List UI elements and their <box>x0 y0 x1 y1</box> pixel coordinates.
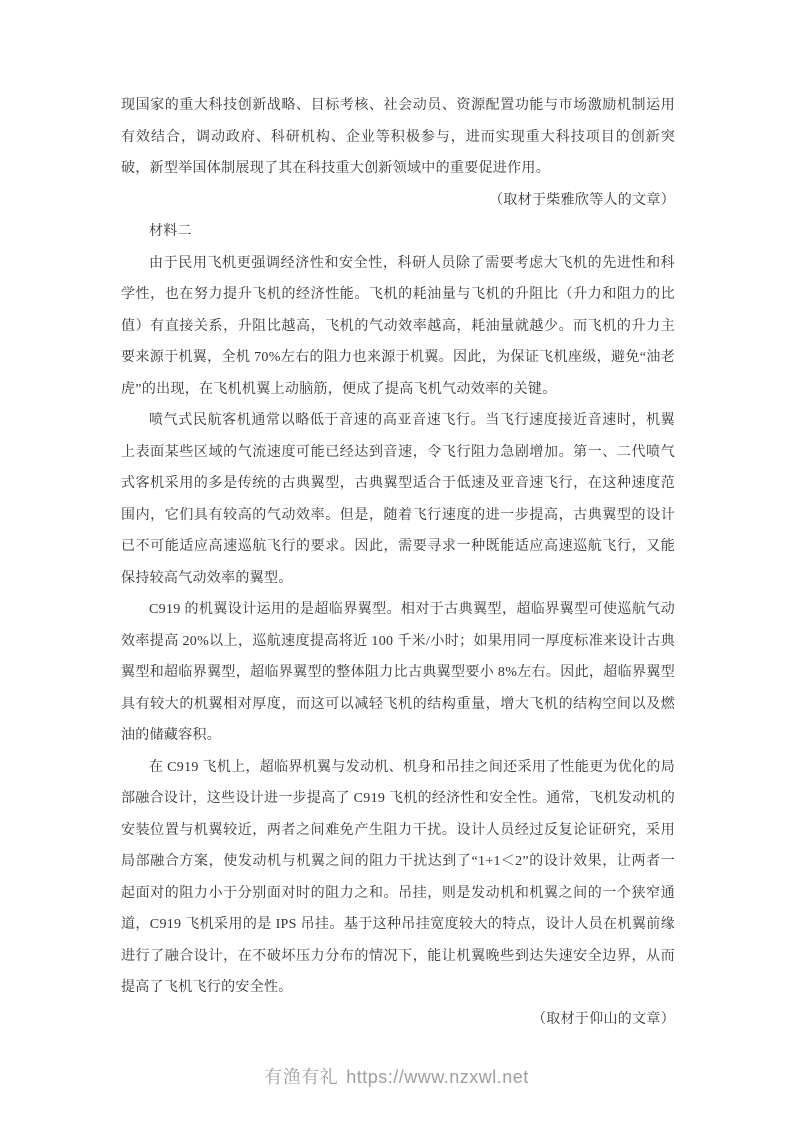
material-two-attribution: （取材于仰山的文章） <box>532 1011 675 1027</box>
watermark-footer <box>0 1063 793 1089</box>
material-two-paragraph-2: 喷气式民航客机通常以略低于音速的高亚音速飞行。当飞行速度接近音速时，机翼上表面某些区域的气流速度可能已经达到音速，令飞行阻力急剧增加。第一、二代喷气式客机采用的多是传统的古典翼型，古典翼型适合于低速及亚音速飞行，在这种速度范围内，它们具有较高的气动效率。但是，随着飞行速度的进一步提高，古典翼型的设计已不可能适应高速巡航飞行的要求。因此，需要寻求一种既能适应高速巡航飞行，又能保持较高气动效率的翼型。 <box>121 413 675 586</box>
material-one-continuation-paragraph: 现国家的重大科技创新战略、目标考核、社会动员、资源配置功能与市场激励机制运用有效结合，调动政府、科研机构、企业等积极参与，进而实现重大科技项目的创新突破，新型举国体制展现了其在科技重大创新领域中的重要促进作用。 <box>121 98 675 176</box>
material-two-paragraph-1: 由于民用飞机更强调经济性和安全性，科研人员除了需要考虑大飞机的先进性和科学性，也在努力提升飞机的经济性能。飞机的耗油量与飞机的升阻比（升力和阻力的比值）有直接关系，升阻比越高，飞机的气动效率越高，耗油量就越少。而飞机的升力主要来源于机翼，全机 70%左右的阻力也来源于机翼。因此，为保证飞机座级，避免“油老虎”的出现，在飞机机翼上动脑筋，便成了提高飞机气动效率的关键。 <box>121 255 675 397</box>
material-two-paragraph-4: 在 C919 飞机上，超临界机翼与发动机、机身和吊挂之间还采用了性能更为优化的局部融合设计，这些设计进一步提高了 C919 飞机的经济性和安全性。通常，飞机发动机的安装位置与机翼较近，两者之间难免产生阻力干扰。设计人员经过反复论证研究，采用局部融合方案，使发动机与机翼之间的阻力干扰达到了“1+1＜2”的设计效果，让两者一起面对的阻力小于分别面对时的阻力之和。吊挂，则是发动机和机翼之间的一个狭窄通道，C919 飞机采用的是 IPS 吊挂。基于这种吊挂宽度较大的特点，设计人员在机翼前缘进行了融合设计，在不破坏压力分布的情况下，能让机翼晚些到达失速安全边界，从而提高了飞机飞行的安全性。 <box>121 759 675 995</box>
material-two-heading: 材料二 <box>149 224 192 239</box>
watermark-url: https://www.nzxwl.net <box>346 1067 529 1087</box>
material-two-paragraph-3: C919 的机翼设计运用的是超临界翼型。相对于古典翼型，超临界翼型可使巡航气动效率提高 20%以上，巡航速度提高将近 100 千米/小时；如果用同一厚度标准来设计古典翼型和超临界翼型，超临界翼型的整体阻力比古典翼型要小 8%左右。因此，超临界翼型具有较大的机翼相对厚度，而这可以减轻飞机的结构重量，增大飞机的结构空间以及燃油的储藏容积。 <box>121 602 675 743</box>
material-one-attribution: （取材于柴雅欣等人的文章） <box>489 192 675 208</box>
watermark-site-name: 有渔有礼 <box>264 1067 339 1087</box>
document-body <box>121 90 675 1035</box>
